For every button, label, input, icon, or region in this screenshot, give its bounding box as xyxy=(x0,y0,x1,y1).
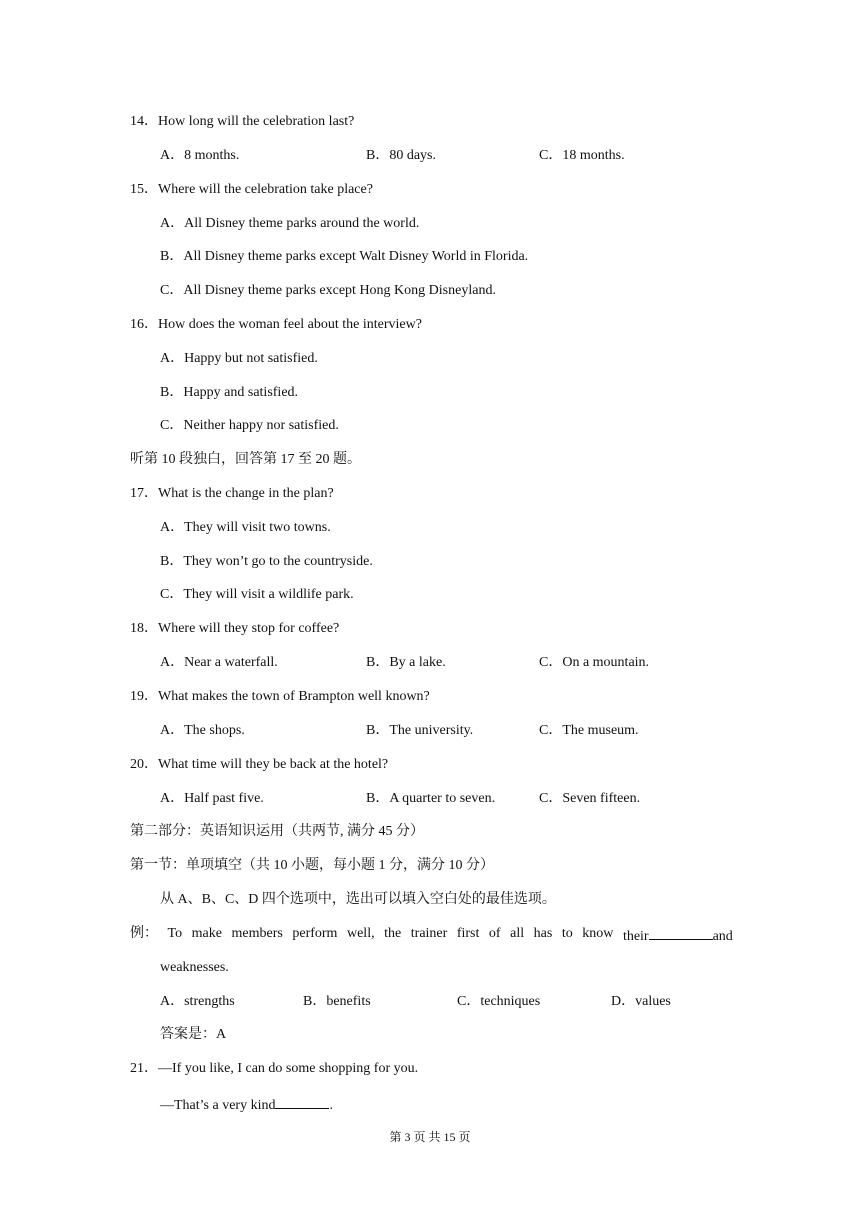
option-b: B．benefits xyxy=(303,994,371,1009)
question-20: 20．What time will they be back at the hotel? xyxy=(130,757,389,772)
option-a: A．strengths xyxy=(160,994,235,1009)
example-label: 例： xyxy=(130,926,158,941)
option-b: B．Happy and satisfied. xyxy=(160,385,299,400)
part-heading: 第二部分：英语知识运用（共两节, 满分 45 分） xyxy=(130,824,424,839)
option-d: D．values xyxy=(611,994,671,1009)
example-word: all xyxy=(510,926,525,941)
option-b: B．They won’t go to the countryside. xyxy=(160,554,373,569)
option-c: C．Neither happy nor satisfied. xyxy=(160,418,339,433)
question-18: 18．Where will they stop for coffee? xyxy=(130,621,340,636)
option-b: B．A quarter to seven. xyxy=(366,791,496,806)
example-word: make xyxy=(191,926,222,941)
option-c: C．18 months. xyxy=(539,148,625,163)
example-answer: 答案是：A xyxy=(160,1027,227,1042)
page-footer: 第 3 页 共 15 页 xyxy=(389,1130,471,1144)
example-word: know xyxy=(582,926,614,941)
example-word: first xyxy=(456,926,480,941)
option-b: B．By a lake. xyxy=(366,655,446,670)
option-c: C．techniques xyxy=(457,994,541,1009)
option-c: C．The museum. xyxy=(539,723,639,738)
example-word: perform xyxy=(292,926,338,941)
example-word: To xyxy=(167,926,183,941)
example-word: the xyxy=(384,926,402,941)
question-17: 17．What is the change in the plan? xyxy=(130,486,334,501)
question-15: 15．Where will the celebration take place? xyxy=(130,182,373,197)
option-a: A．8 months. xyxy=(160,148,240,163)
option-b: B．The university. xyxy=(366,723,474,738)
question-21: 21．—If you like, I can do some shopping for you. xyxy=(130,1061,419,1076)
example-word: members xyxy=(231,926,283,941)
option-a: A．Happy but not satisfied. xyxy=(160,351,318,366)
option-c: C．Seven fifteen. xyxy=(539,791,641,806)
section-heading: 第一节：单项填空（共 10 小题，每小题 1 分，满分 10 分） xyxy=(130,858,494,873)
option-c: C．On a mountain. xyxy=(539,655,650,670)
option-a: A．The shops. xyxy=(160,723,245,738)
section-heading: 听第 10 段独白，回答第 17 至 20 题。 xyxy=(130,452,361,467)
example-word: and xyxy=(712,929,733,944)
option-a: A．All Disney theme parks around the world. xyxy=(160,216,420,231)
option-b: B．All Disney theme parks except Walt Disney World in Florida. xyxy=(160,249,529,264)
option-c: C．All Disney theme parks except Hong Kong Disneyland. xyxy=(160,283,496,298)
example-word: well, xyxy=(346,926,375,941)
option-a: A．Half past five. xyxy=(160,791,264,806)
instruction: 从 A、B、C、D 四个选项中，选出可以填入空白处的最佳选项。 xyxy=(160,892,556,907)
example-continuation: weaknesses. xyxy=(160,960,229,975)
option-b: B．80 days. xyxy=(366,148,436,163)
question-16: 16．How does the woman feel about the interview? xyxy=(130,317,422,332)
example-word: their xyxy=(622,929,649,944)
question-19: 19．What makes the town of Brampton well known? xyxy=(130,689,430,704)
example-word: to xyxy=(561,926,573,941)
question-21-reply xyxy=(160,1094,333,1115)
answer-blank xyxy=(649,925,713,940)
example-sentence xyxy=(130,925,733,946)
option-a: A．Near a waterfall. xyxy=(160,655,278,670)
reply-text: —That’s a very kind xyxy=(160,1098,276,1113)
period: . xyxy=(329,1098,333,1113)
option-a: A．They will visit two towns. xyxy=(160,520,331,535)
option-c: C．They will visit a wildlife park. xyxy=(160,587,354,602)
example-word: trainer xyxy=(410,926,448,941)
example-word: of xyxy=(488,926,501,941)
question-14: 14．How long will the celebration last? xyxy=(130,114,355,129)
example-word: has xyxy=(533,926,553,941)
answer-blank xyxy=(275,1094,329,1109)
